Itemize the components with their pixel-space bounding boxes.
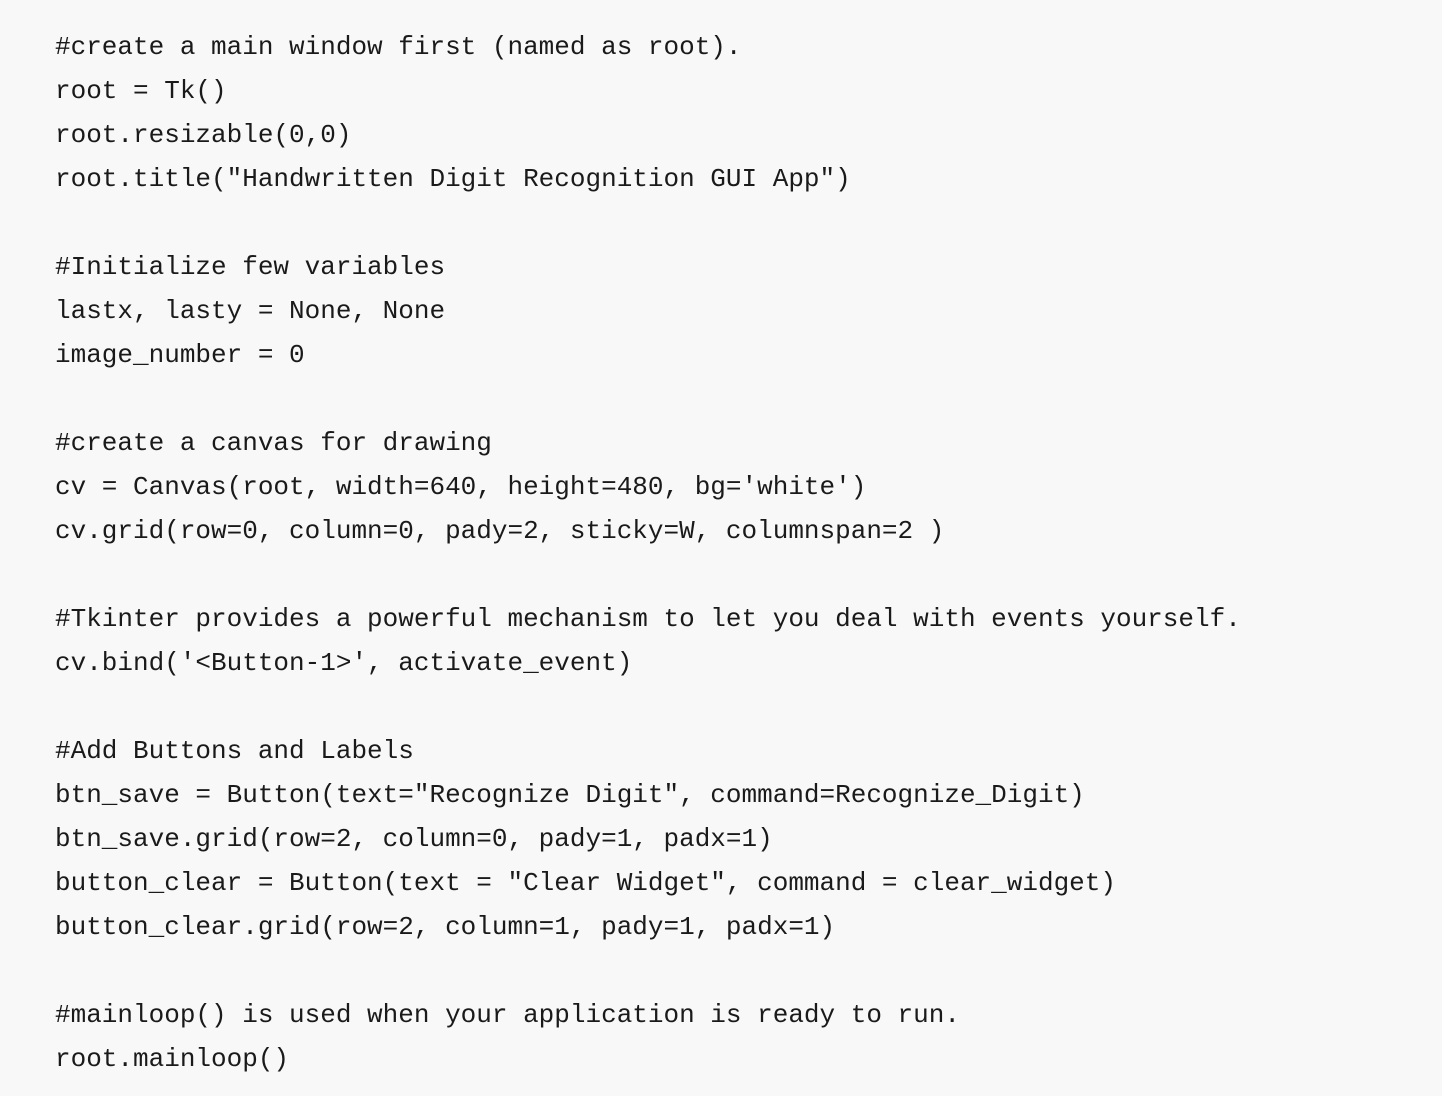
code-line: root.resizable(0,0)	[55, 120, 352, 150]
code-line: cv.grid(row=0, column=0, pady=2, sticky=W, columnspan=2 )	[55, 516, 945, 546]
code-line: cv = Canvas(root, width=640, height=480, bg='white')	[55, 472, 867, 502]
code-line: lastx, lasty = None, None	[55, 296, 446, 326]
code-line	[55, 377, 1442, 421]
code-line: button_clear = Button(text = "Clear Widget", command = clear_widget)	[55, 868, 1116, 898]
code-line: button_clear.grid(row=2, column=1, pady=1, padx=1)	[55, 912, 836, 942]
code-line: btn_save = Button(text="Recognize Digit", command=Recognize_Digit)	[55, 780, 1085, 810]
code-line: btn_save.grid(row=2, column=0, pady=1, padx=1)	[55, 824, 773, 854]
code-line: #Initialize few variables	[55, 252, 446, 282]
code-line: root.title("Handwritten Digit Recognition GUI App")	[55, 164, 851, 194]
code-line: #mainloop() is used when your application is ready to run.	[55, 1000, 960, 1030]
code-line: #Add Buttons and Labels	[55, 736, 414, 766]
code-line	[55, 553, 1442, 597]
code-line: root.mainloop()	[55, 1044, 290, 1074]
code-line: #create a canvas for drawing	[55, 428, 492, 458]
code-line: cv.bind('<Button-1>', activate_event)	[55, 648, 633, 678]
code-line	[55, 685, 1442, 729]
code-line: image_number = 0	[55, 340, 305, 370]
code-line	[55, 201, 1442, 245]
code-line: #create a main window first (named as root).	[55, 32, 742, 62]
code-line: #Tkinter provides a powerful mechanism to let you deal with events yourself.	[55, 604, 1241, 634]
code-line: root = Tk()	[55, 76, 227, 106]
code-line	[55, 949, 1442, 993]
